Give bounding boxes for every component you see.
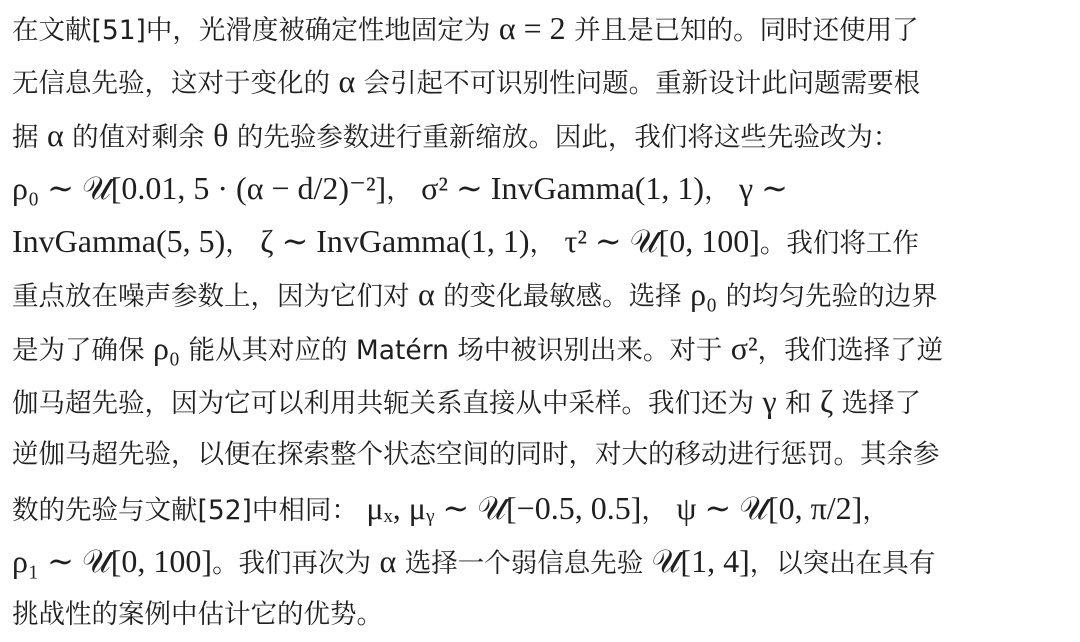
math-expression: μₓ, μᵧ ∼ 𝒰[−0.5, 0.5]	[366, 489, 642, 526]
text-run: 据	[12, 121, 47, 153]
text-line	[12, 535, 1070, 588]
math-expression: α	[379, 542, 397, 579]
text-line	[12, 322, 1070, 375]
math-expression: γ	[762, 383, 777, 420]
math-expression: ζ	[819, 383, 834, 420]
text-run: 选择一个弱信息先验	[396, 547, 652, 579]
math-expression: InvGamma(5, 5)	[12, 223, 226, 260]
math-expression: ζ ∼ InvGamma(1, 1)	[260, 223, 530, 260]
text-run: 逆伽马超先验，以便在探索整个状态空间的同时，对大的移动进行惩罚。其余参	[12, 439, 940, 471]
text-line	[12, 588, 1070, 641]
text-run: ，	[704, 174, 740, 206]
text-run: ，	[225, 228, 261, 260]
math-expression: σ² ∼ InvGamma(1, 1)	[421, 169, 705, 206]
text-run: 的先验参数进行重新缩放。因此，我们将这些先验改为：	[228, 121, 900, 153]
math-expression: γ ∼	[739, 169, 788, 206]
text-run: 重点放在噪声参数上，因为它们对	[12, 281, 418, 313]
math-expression: α	[338, 63, 356, 100]
text-run: 无信息先验，这对于变化的	[12, 68, 339, 100]
text-line	[12, 375, 1070, 428]
text-line	[12, 109, 1070, 162]
text-run: 伽马超先验，因为它可以利用共轭关系直接从中采样。我们还为	[12, 388, 763, 420]
math-expression: ρ₀	[690, 276, 718, 313]
text-run: ，	[529, 228, 565, 260]
math-expression: θ	[213, 116, 229, 153]
text-run: 会引起不可识别性问题。重新设计此问题需要根	[355, 68, 921, 100]
text-line	[12, 2, 1070, 55]
text-line	[12, 55, 1070, 108]
text-line	[12, 162, 1070, 215]
text-line	[12, 482, 1070, 535]
text-run: ，以突出在具有	[749, 547, 936, 579]
text-run: 挑战性的案例中估计它的优势。	[12, 599, 383, 631]
math-expression: α	[46, 116, 64, 153]
math-expression: α = 2	[498, 10, 566, 46]
text-run: 是为了确保	[12, 334, 153, 366]
math-expression: 𝒰[1, 4]	[651, 542, 750, 579]
text-line	[12, 268, 1070, 321]
text-line	[12, 215, 1070, 268]
math-expression: ψ ∼ 𝒰[0, π/2]	[676, 489, 863, 526]
text-run: 和	[776, 388, 820, 420]
math-expression: σ²	[730, 329, 758, 366]
text-run: 的均匀先验的边界	[717, 281, 938, 313]
text-run: 的值对剩余	[63, 121, 214, 153]
text-run: 在文献[51]中，光滑度被确定性地固定为	[12, 15, 499, 46]
text-run: ，	[862, 494, 889, 526]
math-expression: ρ₁ ∼ 𝒰[0, 100]	[12, 542, 213, 579]
text-run: 。我们再次为	[212, 547, 380, 579]
math-expression: α	[417, 276, 435, 313]
text-run: 能从其对应的 Matérn 场中被识别出来。对于	[180, 334, 731, 366]
text-run: 并且是已知的。同时还使用了	[565, 15, 919, 46]
math-expression: τ² ∼ 𝒰[0, 100]	[564, 223, 760, 260]
text-run: 的变化最敏感。选择	[434, 281, 691, 313]
math-expression: ρ₀ ∼ 𝒰[0.01, 5 · (α − d/2)⁻²]	[12, 169, 387, 206]
math-expression: ρ₀	[152, 329, 181, 366]
text-run: 。我们将工作	[759, 228, 919, 260]
text-run: ，	[386, 174, 422, 206]
text-run: ，我们选择了逆	[757, 334, 944, 366]
text-run: 数的先验与文献[52]中相同：	[12, 494, 367, 526]
text-line	[12, 428, 1070, 481]
text-run: 选择了	[833, 388, 922, 420]
text-run: ，	[641, 494, 677, 526]
paragraph	[12, 2, 1070, 642]
